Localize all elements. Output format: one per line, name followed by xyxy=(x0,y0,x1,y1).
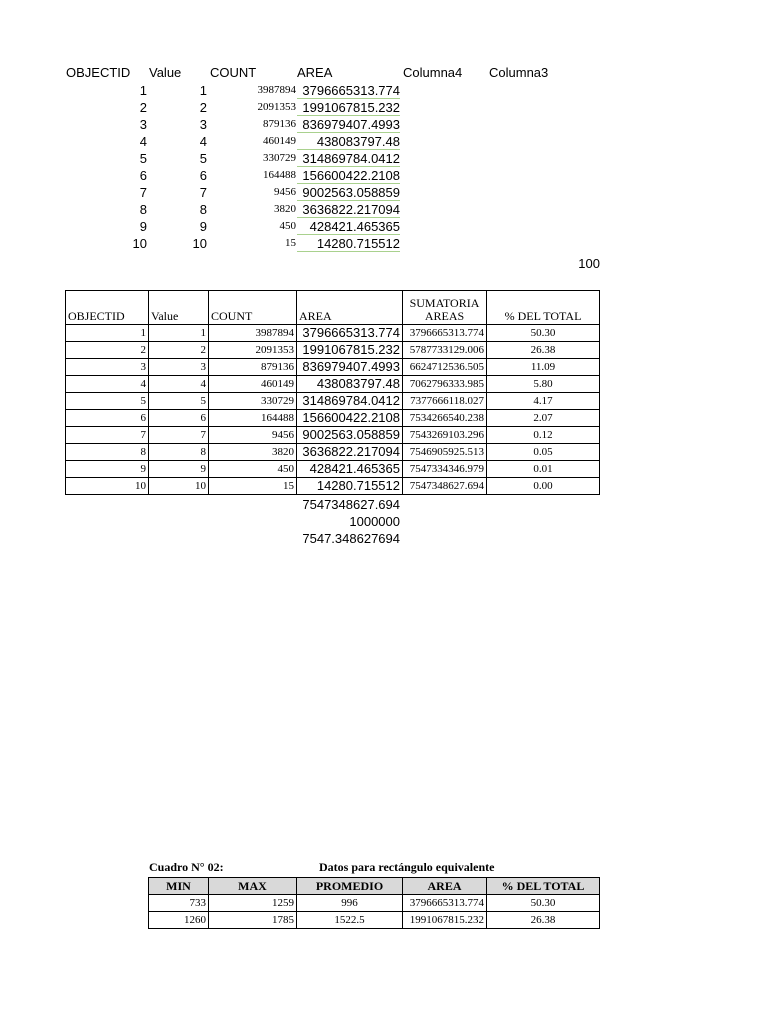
cell-objectid: 8 xyxy=(66,444,149,461)
cell-value: 3 xyxy=(149,359,209,376)
raw-cell-objectid: 6 xyxy=(139,168,147,183)
raw-cell-value: 8 xyxy=(199,202,207,217)
raw-header-count: COUNT xyxy=(210,65,257,80)
cell-pct: 0.00 xyxy=(487,478,600,495)
table-row xyxy=(66,444,600,461)
cuadro-header-pct: % DEL TOTAL xyxy=(487,878,600,895)
cell-sum: 5787733129.006 xyxy=(403,342,487,359)
cuadro-cell-min: 1260 xyxy=(149,912,209,929)
cell-area: 1991067815.232 xyxy=(297,342,403,359)
raw-cell-objectid: 4 xyxy=(139,134,147,149)
cuadro-cell-promedio: 996 xyxy=(297,895,403,912)
raw-cell-objectid: 1 xyxy=(139,83,147,98)
header-sumatoria xyxy=(403,291,487,325)
cuadro-cell-max: 1785 xyxy=(209,912,297,929)
raw-cell-value: 4 xyxy=(199,134,207,149)
cell-sum: 7543269103.296 xyxy=(403,427,487,444)
table-row xyxy=(149,912,600,929)
raw-row xyxy=(0,201,768,218)
cell-pct: 0.01 xyxy=(487,461,600,478)
cell-value: 4 xyxy=(149,376,209,393)
raw-header-objectid: OBJECTID xyxy=(66,65,131,80)
header-sumatoria-line2: AREAS xyxy=(424,309,465,323)
cell-sum: 3796665313.774 xyxy=(403,325,487,342)
raw-cell-objectid: 10 xyxy=(132,236,147,251)
cell-count: 2091353 xyxy=(209,342,297,359)
raw-cell-area: 3636822.217094 xyxy=(297,201,400,218)
table-row xyxy=(149,895,600,912)
raw-cell-count: 15 xyxy=(285,237,296,249)
raw-cell-value: 10 xyxy=(192,236,207,251)
cell-objectid: 2 xyxy=(66,342,149,359)
cuadro-table xyxy=(148,877,600,929)
table-header-row xyxy=(66,291,600,325)
cuadro-title: Datos para rectángulo equivalente xyxy=(319,860,495,874)
raw-row xyxy=(0,133,768,150)
cuadro-header-promedio: PROMEDIO xyxy=(297,878,403,895)
cell-objectid: 9 xyxy=(66,461,149,478)
raw-cell-objectid: 3 xyxy=(139,117,147,132)
divisor: 1000000 xyxy=(349,514,400,529)
cell-sum: 7377666118.027 xyxy=(403,393,487,410)
table-row xyxy=(66,325,600,342)
cell-value: 8 xyxy=(149,444,209,461)
raw-cell-count: 879136 xyxy=(263,118,296,130)
table-row xyxy=(66,342,600,359)
cuadro-cell-pct: 50.30 xyxy=(487,895,600,912)
raw-cell-objectid: 9 xyxy=(139,219,147,234)
cell-area: 314869784.0412 xyxy=(297,393,403,410)
raw-row xyxy=(0,235,768,252)
table-row xyxy=(66,376,600,393)
cell-sum: 7062796333.985 xyxy=(403,376,487,393)
raw-cell-value: 7 xyxy=(199,185,207,200)
cell-pct: 2.07 xyxy=(487,410,600,427)
raw-header-area: AREA xyxy=(297,65,333,80)
cell-objectid: 10 xyxy=(66,478,149,495)
cell-pct: 0.05 xyxy=(487,444,600,461)
cell-count: 460149 xyxy=(209,376,297,393)
cell-count: 164488 xyxy=(209,410,297,427)
raw-row xyxy=(0,99,768,116)
cell-pct: 5.80 xyxy=(487,376,600,393)
raw-cell-count: 330729 xyxy=(263,152,296,164)
raw-cell-count: 164488 xyxy=(263,169,296,181)
cell-value: 10 xyxy=(149,478,209,495)
cuadro-label: Cuadro N° 02: xyxy=(149,860,224,874)
cell-objectid: 3 xyxy=(66,359,149,376)
cell-count: 3820 xyxy=(209,444,297,461)
raw-row xyxy=(0,116,768,133)
cell-area: 3796665313.774 xyxy=(297,325,403,342)
cell-area: 438083797.48 xyxy=(297,376,403,393)
raw-row xyxy=(0,184,768,201)
raw-cell-area: 14280.715512 xyxy=(297,235,400,252)
cuadro-header-area: AREA xyxy=(403,878,487,895)
cell-objectid: 7 xyxy=(66,427,149,444)
cell-value: 5 xyxy=(149,393,209,410)
header-objectid: OBJECTID xyxy=(66,291,149,325)
cell-count: 330729 xyxy=(209,393,297,410)
raw-cell-objectid: 5 xyxy=(139,151,147,166)
cell-objectid: 4 xyxy=(66,376,149,393)
cell-objectid: 6 xyxy=(66,410,149,427)
raw-cell-area: 9002563.058859 xyxy=(297,184,400,201)
cell-area: 428421.465365 xyxy=(297,461,403,478)
cell-value: 9 xyxy=(149,461,209,478)
raw-cell-area: 836979407.4993 xyxy=(297,116,400,133)
raw-cell-count: 2091353 xyxy=(257,101,296,113)
cell-pct: 4.17 xyxy=(487,393,600,410)
raw-cell-objectid: 7 xyxy=(139,185,147,200)
raw-cell-count: 3820 xyxy=(274,203,296,215)
raw-cell-value: 1 xyxy=(199,83,207,98)
cell-objectid: 5 xyxy=(66,393,149,410)
area-summary-table xyxy=(65,290,600,495)
cell-area: 9002563.058859 xyxy=(297,427,403,444)
raw-cell-area: 156600422.2108 xyxy=(297,167,400,184)
cell-area: 3636822.217094 xyxy=(297,444,403,461)
cell-sum: 7546905925.513 xyxy=(403,444,487,461)
cell-value: 1 xyxy=(149,325,209,342)
raw-cell-count: 450 xyxy=(279,220,296,232)
table-row xyxy=(66,410,600,427)
cell-pct: 11.09 xyxy=(487,359,600,376)
raw-cell-area: 428421.465365 xyxy=(297,218,400,235)
raw-row xyxy=(0,150,768,167)
cell-pct: 26.38 xyxy=(487,342,600,359)
header-sumatoria-line1: SUMATORIA xyxy=(409,296,480,310)
cell-pct: 0.12 xyxy=(487,427,600,444)
cuadro-cell-area: 3796665313.774 xyxy=(403,895,487,912)
cell-area: 836979407.4993 xyxy=(297,359,403,376)
table-row xyxy=(66,393,600,410)
cell-sum: 7547348627.694 xyxy=(403,478,487,495)
raw-cell-value: 6 xyxy=(199,168,207,183)
raw-cell-value: 2 xyxy=(199,100,207,115)
cuadro-header-max: MAX xyxy=(209,878,297,895)
raw-header-columna4: Columna4 xyxy=(403,65,463,80)
raw-cell-objectid: 8 xyxy=(139,202,147,217)
cell-value: 2 xyxy=(149,342,209,359)
raw-cell-count: 460149 xyxy=(263,135,296,147)
raw-cell-value: 3 xyxy=(199,117,207,132)
total-area: 7547348627.694 xyxy=(302,497,400,512)
table-row xyxy=(66,359,600,376)
hundred-value: 100 xyxy=(578,256,600,271)
raw-cell-area: 1991067815.232 xyxy=(297,99,400,116)
raw-cell-area: 438083797.48 xyxy=(297,133,400,150)
cell-count: 9456 xyxy=(209,427,297,444)
raw-row xyxy=(0,218,768,235)
cell-objectid: 1 xyxy=(66,325,149,342)
cell-count: 3987894 xyxy=(209,325,297,342)
cell-count: 450 xyxy=(209,461,297,478)
cell-area: 14280.715512 xyxy=(297,478,403,495)
cell-sum: 7547334346.979 xyxy=(403,461,487,478)
cuadro-cell-max: 1259 xyxy=(209,895,297,912)
raw-header-columna3: Columna3 xyxy=(489,65,549,80)
cell-count: 879136 xyxy=(209,359,297,376)
cell-sum: 6624712536.505 xyxy=(403,359,487,376)
cell-value: 6 xyxy=(149,410,209,427)
cuadro-cell-min: 733 xyxy=(149,895,209,912)
raw-cell-value: 5 xyxy=(199,151,207,166)
raw-row xyxy=(0,167,768,184)
header-value: Value xyxy=(149,291,209,325)
raw-cell-objectid: 2 xyxy=(139,100,147,115)
cuadro-cell-promedio: 1522.5 xyxy=(297,912,403,929)
table-row xyxy=(66,461,600,478)
raw-cell-area: 3796665313.774 xyxy=(297,82,400,99)
cell-pct: 50.30 xyxy=(487,325,600,342)
header-count: COUNT xyxy=(209,291,297,325)
total-area-km2: 7547.348627694 xyxy=(302,531,400,546)
raw-cell-value: 9 xyxy=(199,219,207,234)
raw-header-value: Value xyxy=(149,65,182,80)
cell-area: 156600422.2108 xyxy=(297,410,403,427)
cuadro-header-row xyxy=(149,878,600,895)
raw-cell-count: 3987894 xyxy=(257,84,296,96)
cell-value: 7 xyxy=(149,427,209,444)
cell-sum: 7534266540.238 xyxy=(403,410,487,427)
cell-count: 15 xyxy=(209,478,297,495)
header-pct: % DEL TOTAL xyxy=(487,291,600,325)
raw-row xyxy=(0,82,768,99)
table-row xyxy=(66,427,600,444)
raw-cell-area: 314869784.0412 xyxy=(297,150,400,167)
table-row xyxy=(66,478,600,495)
header-area: AREA xyxy=(297,291,403,325)
cuadro-cell-area: 1991067815.232 xyxy=(403,912,487,929)
cuadro-cell-pct: 26.38 xyxy=(487,912,600,929)
cuadro-header-min: MIN xyxy=(149,878,209,895)
raw-cell-count: 9456 xyxy=(274,186,296,198)
